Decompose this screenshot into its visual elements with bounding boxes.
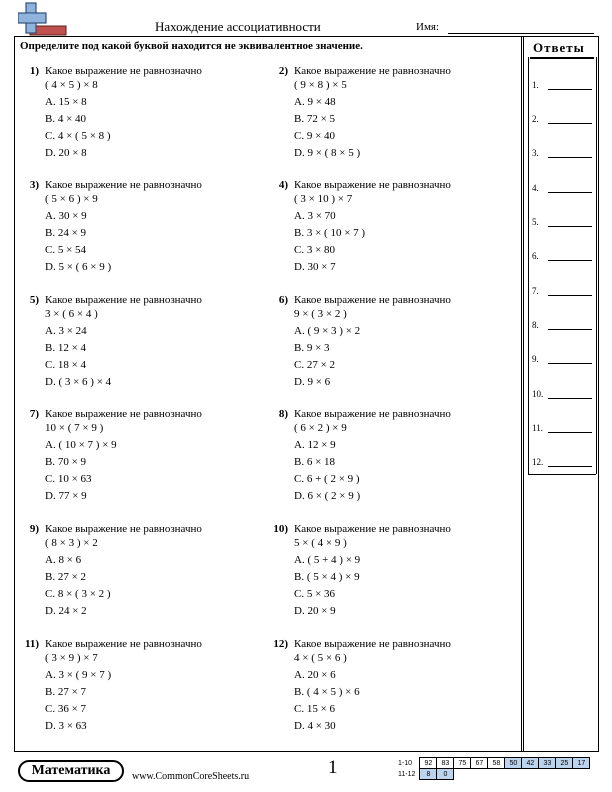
problem-body (294, 522, 504, 621)
problem-expression: 10 × ( 7 × 9 ) (45, 422, 104, 434)
answer-option[interactable]: D. 6 × ( 2 × 9 ) (294, 490, 361, 502)
answer-option[interactable]: A. 3 × ( 9 × 7 ) (45, 669, 112, 681)
answer-option[interactable]: D. ( 3 × 6 ) × 4 (45, 376, 112, 388)
answer-number: 7. (532, 286, 539, 296)
answer-option[interactable]: A. 30 × 9 (45, 210, 87, 222)
answer-blank[interactable] (548, 466, 592, 467)
problem-expression: ( 4 × 5 ) × 8 (45, 79, 98, 91)
problem-prompt: Какое выражение не равнозначно (294, 638, 451, 650)
answer-blank[interactable] (548, 89, 592, 90)
answers-box-border (528, 57, 529, 474)
worksheet-title: Нахождение ассоциативности (155, 19, 321, 34)
answer-blank[interactable] (548, 295, 592, 296)
answer-option[interactable]: A. 3 × 24 (45, 325, 87, 337)
instructions: Определите под какой буквой находится не эквивалентное значение. (20, 40, 363, 52)
score-row-label: 1-10 (398, 759, 413, 767)
answer-option[interactable]: A. 12 × 9 (294, 439, 336, 451)
answer-option[interactable]: B. 27 × 7 (45, 686, 87, 698)
answer-option[interactable]: B. 24 × 9 (45, 227, 87, 239)
site-url: www.CommonCoreSheets.ru (132, 771, 250, 782)
problem-number: 9) (29, 523, 39, 535)
answers-title: Ответы (533, 40, 585, 55)
answer-option[interactable]: B. ( 5 × 4 ) × 9 (294, 571, 360, 583)
answer-option[interactable]: B. 12 × 4 (45, 342, 87, 354)
plus-logo-icon (18, 2, 70, 36)
answer-number: 4. (532, 183, 539, 193)
problem-prompt: Какое выражение не равнозначно (45, 294, 202, 306)
answer-option[interactable]: A. 15 × 8 (45, 96, 87, 108)
score-cell: 17 (573, 758, 590, 769)
score-cell: 42 (522, 758, 539, 769)
answer-number: 1. (532, 80, 539, 90)
problem-number: 6) (278, 294, 288, 306)
answer-option[interactable]: A. ( 10 × 7 ) × 9 (45, 439, 117, 451)
problem-prompt: Какое выражение не равнозначно (45, 523, 202, 535)
answer-option[interactable]: C. 8 × ( 3 × 2 ) (45, 588, 111, 600)
answer-option[interactable]: C. 36 × 7 (45, 703, 87, 715)
answer-number: 5. (532, 217, 539, 227)
answer-option[interactable]: D. 77 × 9 (45, 490, 87, 502)
answer-option[interactable]: A. 9 × 48 (294, 96, 336, 108)
answer-option[interactable]: B. 3 × ( 10 × 7 ) (294, 227, 366, 239)
problem-number: 4) (278, 179, 288, 191)
problem-prompt: Какое выражение не равнозначно (294, 523, 451, 535)
answer-option[interactable]: A. ( 9 × 3 ) × 2 (294, 325, 361, 337)
score-row (398, 758, 590, 769)
answer-option[interactable]: C. 18 × 4 (45, 359, 87, 371)
score-cell: 83 (437, 758, 454, 769)
answer-number: 11. (532, 423, 543, 433)
answer-blank[interactable] (548, 398, 592, 399)
problem-expression: 4 × ( 5 × 6 ) (294, 652, 347, 664)
score-cell: 75 (454, 758, 471, 769)
problem-expression: 9 × ( 3 × 2 ) (294, 308, 347, 320)
answers-box-border (596, 57, 597, 474)
problem-body (45, 522, 255, 621)
answer-option[interactable]: D. 20 × 9 (294, 605, 336, 617)
score-table (398, 757, 590, 780)
problem-number: 12) (273, 638, 288, 650)
answer-option[interactable]: A. 8 × 6 (45, 554, 82, 566)
problem-body (45, 178, 255, 277)
answer-option[interactable]: A. 20 × 6 (294, 669, 336, 681)
problem-prompt: Какое выражение не равнозначно (294, 179, 451, 191)
problem-number: 3) (29, 179, 39, 191)
answer-option[interactable]: B. 9 × 3 (294, 342, 330, 354)
problem-number: 7) (29, 408, 39, 420)
answer-option[interactable]: B. 6 × 18 (294, 456, 336, 468)
answer-option[interactable]: D. 5 × ( 6 × 9 ) (45, 261, 112, 273)
answer-option[interactable]: C. 15 × 6 (294, 703, 336, 715)
answer-option[interactable]: C. 4 × ( 5 × 8 ) (45, 130, 111, 142)
score-row (398, 769, 590, 780)
page-number: 1 (328, 757, 338, 778)
problem-number: 1) (29, 65, 39, 77)
problem-body (294, 178, 504, 277)
problem-expression: ( 8 × 3 ) × 2 (45, 537, 98, 549)
answer-column-divider (521, 36, 524, 752)
problem-expression: ( 3 × 9 ) × 7 (45, 652, 98, 664)
problem-prompt: Какое выражение не равнозначно (294, 408, 451, 420)
answer-option[interactable]: A. ( 5 + 4 ) × 9 (294, 554, 361, 566)
problem-expression: ( 3 × 10 ) × 7 (294, 193, 353, 205)
answer-option[interactable]: C. 27 × 2 (294, 359, 336, 371)
answer-blank[interactable] (548, 260, 592, 261)
answer-option[interactable]: D. 9 × ( 8 × 5 ) (294, 147, 361, 159)
answer-option[interactable]: D. 3 × 63 (45, 720, 87, 732)
answer-option[interactable]: A. 3 × 70 (294, 210, 336, 222)
score-cell: 33 (539, 758, 556, 769)
problem-body (45, 293, 255, 392)
answer-number: 3. (532, 148, 539, 158)
subject-badge: Математика (18, 760, 124, 782)
answer-option[interactable]: B. 4 × 40 (45, 113, 87, 125)
problem-prompt: Какое выражение не равнозначно (294, 294, 451, 306)
answer-blank[interactable] (548, 329, 592, 330)
answer-blank[interactable] (548, 192, 592, 193)
score-cell: 92 (420, 758, 437, 769)
problem-body (45, 407, 255, 506)
answer-number: 2. (532, 114, 539, 124)
answer-blank[interactable] (548, 157, 592, 158)
answer-option[interactable]: C. 5 × 36 (294, 588, 336, 600)
answer-number: 8. (532, 320, 539, 330)
problem-expression: ( 9 × 8 ) × 5 (294, 79, 347, 91)
answer-number: 12. (532, 457, 544, 467)
answer-option[interactable]: D. 20 × 8 (45, 147, 87, 159)
answer-option[interactable]: B. ( 4 × 5 ) × 6 (294, 686, 360, 698)
problem-prompt: Какое выражение не равнозначно (45, 638, 202, 650)
problem-body (45, 64, 255, 163)
answer-option[interactable]: B. 72 × 5 (294, 113, 336, 125)
score-cell: 58 (488, 758, 505, 769)
answer-blank[interactable] (548, 432, 592, 433)
problem-body (294, 293, 504, 392)
problem-prompt: Какое выражение не равнозначно (45, 408, 202, 420)
problem-prompt: Какое выражение не равнозначно (45, 65, 202, 77)
answer-number: 10. (532, 389, 544, 399)
problem-number: 5) (29, 294, 39, 306)
score-cell: 8 (420, 769, 437, 780)
answer-blank[interactable] (548, 226, 592, 227)
answer-option[interactable]: B. 70 × 9 (45, 456, 87, 468)
answers-title-underline (530, 57, 594, 59)
problem-prompt: Какое выражение не равнозначно (294, 65, 451, 77)
problem-body (294, 637, 504, 736)
score-row-label: 11-12 (398, 770, 416, 778)
score-cell: 67 (471, 758, 488, 769)
problem-body (45, 637, 255, 736)
answer-option[interactable]: C. 3 × 80 (294, 244, 336, 256)
score-cell: 50 (505, 758, 522, 769)
name-field-line[interactable] (448, 33, 594, 34)
problem-expression: 3 × ( 6 × 4 ) (45, 308, 98, 320)
problem-prompt: Какое выражение не равнозначно (45, 179, 202, 191)
problem-number: 2) (278, 65, 288, 77)
answer-option[interactable]: D. 24 × 2 (45, 605, 87, 617)
name-label: Имя: (416, 21, 440, 33)
answer-option[interactable]: C. 5 × 54 (45, 244, 87, 256)
answer-option[interactable]: C. 6 + ( 2 × 9 ) (294, 473, 360, 485)
problem-number: 10) (273, 523, 288, 535)
problem-number: 11) (24, 638, 39, 650)
problem-expression: ( 6 × 2 ) × 9 (294, 422, 347, 434)
answer-option[interactable]: D. 4 × 30 (294, 720, 336, 732)
answer-option[interactable]: C. 10 × 63 (45, 473, 92, 485)
answer-option[interactable]: D. 30 × 7 (294, 261, 336, 273)
problem-expression: ( 5 × 6 ) × 9 (45, 193, 98, 205)
problem-body (294, 407, 504, 506)
answer-option[interactable]: B. 27 × 2 (45, 571, 87, 583)
score-cell: 0 (437, 769, 454, 780)
answer-number: 9. (532, 354, 539, 364)
problem-expression: 5 × ( 4 × 9 ) (294, 537, 347, 549)
score-cell: 25 (556, 758, 573, 769)
answer-number: 6. (532, 251, 539, 261)
answer-option[interactable]: C. 9 × 40 (294, 130, 336, 142)
problem-body (294, 64, 504, 163)
problem-number: 8) (278, 408, 288, 420)
answers-box-border (528, 474, 596, 475)
answer-option[interactable]: D. 9 × 6 (294, 376, 331, 388)
answer-blank[interactable] (548, 123, 592, 124)
answer-blank[interactable] (548, 363, 592, 364)
